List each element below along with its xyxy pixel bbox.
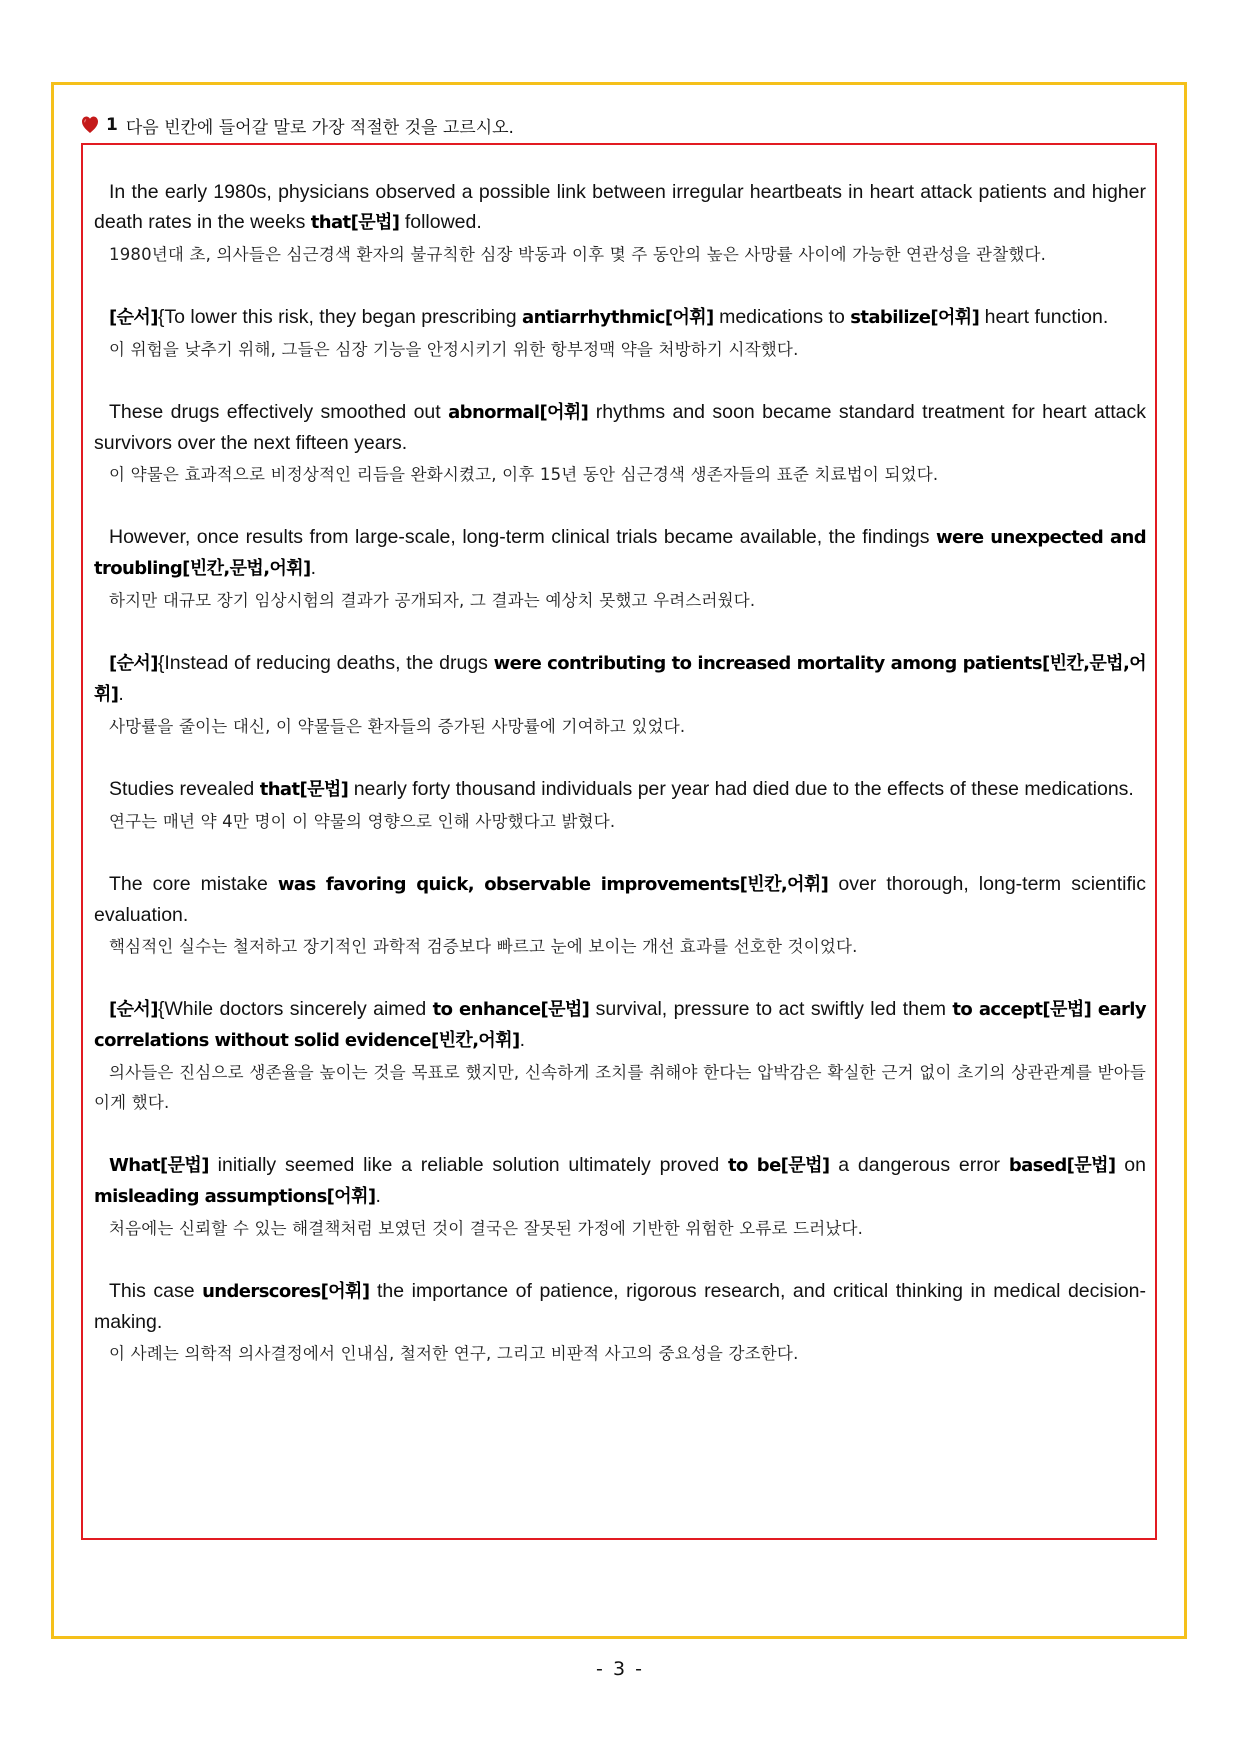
marked-phrase: [순서]: [109, 999, 158, 1020]
paragraph: [94, 1276, 1146, 1369]
sentence-text: {Instead of reducing deaths, the drugs: [157, 652, 494, 674]
sentence-text: followed.: [399, 211, 482, 233]
marked-phrase: [순서]: [109, 653, 158, 674]
marked-phrase: antiarrhythmic[어휘]: [522, 307, 714, 328]
sentence-text: survival, pressure to act swiftly led them: [589, 998, 953, 1020]
sentence-text: This case: [109, 1280, 203, 1302]
paragraph: [94, 522, 1146, 616]
sentence-text: In the early 1980s, physicians observed a possible link between irregular heartbeats in heart attack patients and higher death rates in the weeks: [94, 181, 1146, 233]
paragraph: [94, 869, 1146, 962]
sentence-text: .: [519, 1029, 526, 1051]
passage-box: [81, 143, 1157, 1540]
question-header: [82, 112, 514, 138]
english-sentence: [94, 774, 1146, 805]
marked-phrase: that[문법]: [259, 779, 349, 800]
page-number: - 3 -: [596, 1658, 644, 1680]
marked-phrase: that[문법]: [310, 212, 400, 233]
marked-phrase: to be[문법]: [727, 1155, 830, 1176]
marked-phrase: was favoring quick, observable improvements[빈칸,어휘]: [277, 874, 829, 895]
sentence-text: nearly forty thousand individuals per year had died due to the effects of these medications.: [348, 778, 1134, 800]
korean-translation: 사망률을 줄이는 대신, 이 약물들은 환자들의 증가된 사망률에 기여하고 있었다.: [109, 717, 686, 736]
paragraph: [94, 1150, 1146, 1244]
korean-translation: 이 위험을 낮추기 위해, 그들은 심장 기능을 안정시키기 위한 항부정맥 약을 처방하기 시작했다.: [109, 340, 799, 359]
sentence-text: .: [310, 557, 317, 579]
sentence-text: the importance of patience, rigorous research, and critical thinking in medical decision-making.: [94, 1280, 1146, 1333]
question-number: 1: [106, 115, 118, 135]
paragraph: [94, 397, 1146, 490]
sentence-text: The core mistake: [109, 873, 278, 895]
paragraph: [94, 774, 1146, 837]
korean-translation: 연구는 매년 약 4만 명이 이 약물의 영향으로 인해 사망했다고 밝혔다.: [109, 812, 616, 831]
sentence-text: over thorough, long-term scientific evaluation.: [94, 873, 1146, 926]
marked-phrase: misleading assumptions[어휘]: [94, 1186, 376, 1207]
english-sentence: [94, 869, 1146, 930]
english-sentence: [94, 1150, 1146, 1212]
sentence-text: .: [375, 1185, 381, 1207]
paragraph: [94, 994, 1146, 1118]
marked-phrase: What[문법]: [109, 1155, 209, 1176]
english-sentence: [94, 994, 1146, 1056]
korean-translation: 처음에는 신뢰할 수 있는 해결책처럼 보였던 것이 결국은 잘못된 가정에 기반한 위험한 오류로 드러났다.: [109, 1219, 864, 1238]
marked-phrase: abnormal[어휘]: [448, 402, 589, 423]
marked-phrase: were unexpected and troubling[빈칸,문법,어휘]: [94, 527, 1147, 579]
heart-icon: [82, 116, 98, 134]
sentence-text: heart function.: [979, 306, 1109, 328]
sentence-text: {To lower this risk, they began prescribing: [157, 306, 523, 328]
marked-phrase: to enhance[문법]: [432, 999, 590, 1020]
sentence-text: {While doctors sincerely aimed: [157, 998, 433, 1020]
question-instruction: 다음 빈칸에 들어갈 말로 가장 적절한 것을 고르시오.: [125, 117, 514, 138]
sentence-text: initially seemed like a reliable solution ultimately proved: [208, 1154, 728, 1176]
english-sentence: [94, 302, 1146, 333]
sentence-text: However, once results from large-scale, long-term clinical trials became available, the findings: [109, 526, 937, 548]
marked-phrase: [순서]: [109, 307, 158, 328]
english-sentence: [94, 522, 1146, 584]
english-sentence: [94, 397, 1146, 458]
sentence-text: a dangerous error: [829, 1154, 1009, 1176]
sentence-text: on: [1115, 1154, 1146, 1176]
english-sentence: [94, 177, 1146, 238]
paragraph: [94, 302, 1146, 365]
english-sentence: [94, 1276, 1146, 1337]
sentence-text: medications to: [713, 306, 851, 328]
sentence-text: These drugs effectively smoothed out: [109, 401, 449, 423]
sentence-text: .: [118, 683, 124, 705]
marked-phrase: underscores[어휘]: [202, 1281, 370, 1302]
paragraph: [94, 648, 1146, 742]
sentence-text: rhythms and soon became standard treatment for heart attack survivors over the next fifteen years.: [94, 401, 1146, 454]
korean-translation: 1980년대 초, 의사들은 심근경색 환자의 불규칙한 심장 박동과 이후 몇 주 동안의 높은 사망률 사이에 가능한 연관성을 관찰했다.: [109, 245, 1047, 264]
marked-phrase: were contributing to increased mortality among patients[빈칸,문법,어휘]: [94, 653, 1146, 705]
korean-translation: 이 약물은 효과적으로 비정상적인 리듬을 완화시켰고, 이후 15년 동안 심근경색 생존자들의 표준 치료법이 되었다.: [109, 465, 939, 484]
korean-translation: 의사들은 진심으로 생존율을 높이는 것을 목표로 했지만, 신속하게 조치를 취해야 한다는 압박감은 확실한 근거 없이 초기의 상관관계를 받아들이게 했다.: [94, 1063, 1146, 1112]
english-sentence: [94, 648, 1146, 710]
marked-phrase: based[문법]: [1008, 1155, 1116, 1176]
marked-phrase: to accept[문법] early correlations without solid evidence[빈칸,어휘]: [94, 999, 1146, 1051]
korean-translation: 핵심적인 실수는 철저하고 장기적인 과학적 검증보다 빠르고 눈에 보이는 개선 효과를 선호한 것이었다.: [109, 937, 858, 956]
paragraph: [94, 177, 1146, 270]
sentence-text: Studies revealed: [109, 778, 260, 800]
korean-translation: 이 사례는 의학적 의사결정에서 인내심, 철저한 연구, 그리고 비판적 사고의 중요성을 강조한다.: [109, 1344, 799, 1363]
korean-translation: 하지만 대규모 장기 임상시험의 결과가 공개되자, 그 결과는 예상치 못했고 우려스러웠다.: [109, 591, 756, 610]
marked-phrase: stabilize[어휘]: [850, 307, 980, 328]
